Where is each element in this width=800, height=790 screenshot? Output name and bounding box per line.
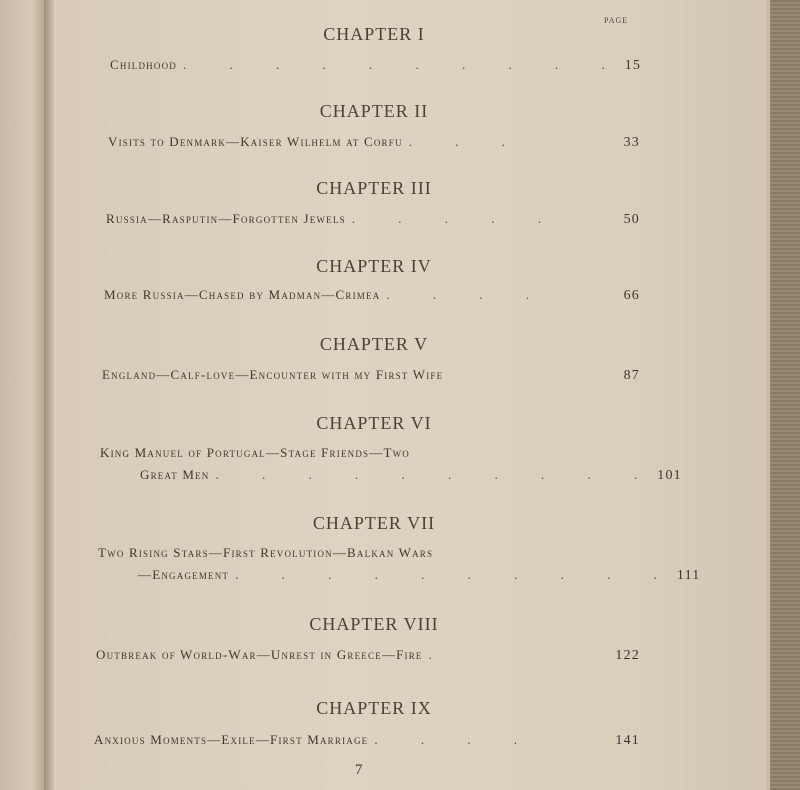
leader-dots: . . . . . — [351, 211, 562, 226]
chapter-heading: CHAPTER I — [323, 24, 425, 44]
entry-title: Outbreak of World-War—Unrest in Greece—Fire — [96, 647, 423, 662]
toc-entry — [110, 57, 640, 79]
entry-title: Russia—Rasputin—Forgotten Jewels — [106, 211, 346, 226]
entry-title: Childhood — [110, 57, 177, 72]
leader-dots: . . . . . . . . . . — [182, 57, 625, 72]
book-cover-edge — [770, 0, 800, 790]
entry-title: More Russia—Chased by Madman—Crimea — [104, 287, 381, 302]
leader-dots: . . . . — [386, 287, 550, 302]
chapter-heading: CHAPTER VI — [316, 413, 432, 433]
entry-title: Great Men — [140, 467, 210, 482]
page-number: 141 — [615, 733, 640, 748]
entry-title: King Manuel of Portugal—Stage Friends—Two — [100, 445, 410, 460]
toc-entry — [104, 287, 640, 309]
chapter-heading: CHAPTER II — [319, 101, 429, 121]
page-number: 111 — [676, 568, 701, 583]
leader-dots: . . . . — [374, 732, 538, 747]
page-number: 66 — [623, 288, 640, 303]
entry-title: England—Calf-love—Encounter with my First Wife — [102, 367, 444, 382]
leader-dots: . . . . . . . . . . — [235, 567, 677, 582]
toc-entry — [102, 367, 640, 389]
toc-entry — [94, 732, 640, 754]
page-column-label: PAGE — [604, 16, 629, 25]
leader-dots: . — [428, 647, 452, 662]
toc-entry — [100, 445, 682, 489]
leader-dots: . . . — [408, 134, 525, 149]
toc-entry — [108, 134, 640, 156]
toc-entry — [96, 647, 640, 669]
page-number: 122 — [615, 648, 640, 663]
book-gutter — [44, 0, 54, 790]
chapter-heading: CHAPTER IV — [316, 256, 432, 276]
chapter-heading: CHAPTER VII — [312, 513, 436, 533]
chapter-heading: CHAPTER V — [319, 334, 429, 354]
chapter-heading: CHAPTER VIII — [309, 614, 439, 634]
facing-page-edge — [0, 0, 44, 790]
page-number: 87 — [623, 368, 640, 383]
toc-entry — [106, 211, 640, 233]
page-number: 33 — [623, 135, 640, 150]
chapter-heading: CHAPTER III — [316, 178, 432, 198]
page-number: 101 — [657, 468, 682, 483]
entry-title: Anxious Moments—Exile—First Marriage — [94, 732, 369, 747]
leader-dots: . . . . . . . . . . — [215, 467, 658, 482]
folio-page-number: 7 — [355, 762, 363, 778]
entry-title: Two Rising Stars—First Revolution—Balkan Wars — [98, 545, 434, 560]
page-number: 15 — [624, 58, 642, 73]
chapter-heading: CHAPTER IX — [316, 698, 432, 718]
entry-title: Visits to Denmark—Kaiser Wilhelm at Corfu — [108, 134, 403, 149]
toc-entry — [98, 545, 701, 589]
entry-title: —Engagement — [138, 567, 230, 582]
page-number: 50 — [623, 212, 640, 227]
